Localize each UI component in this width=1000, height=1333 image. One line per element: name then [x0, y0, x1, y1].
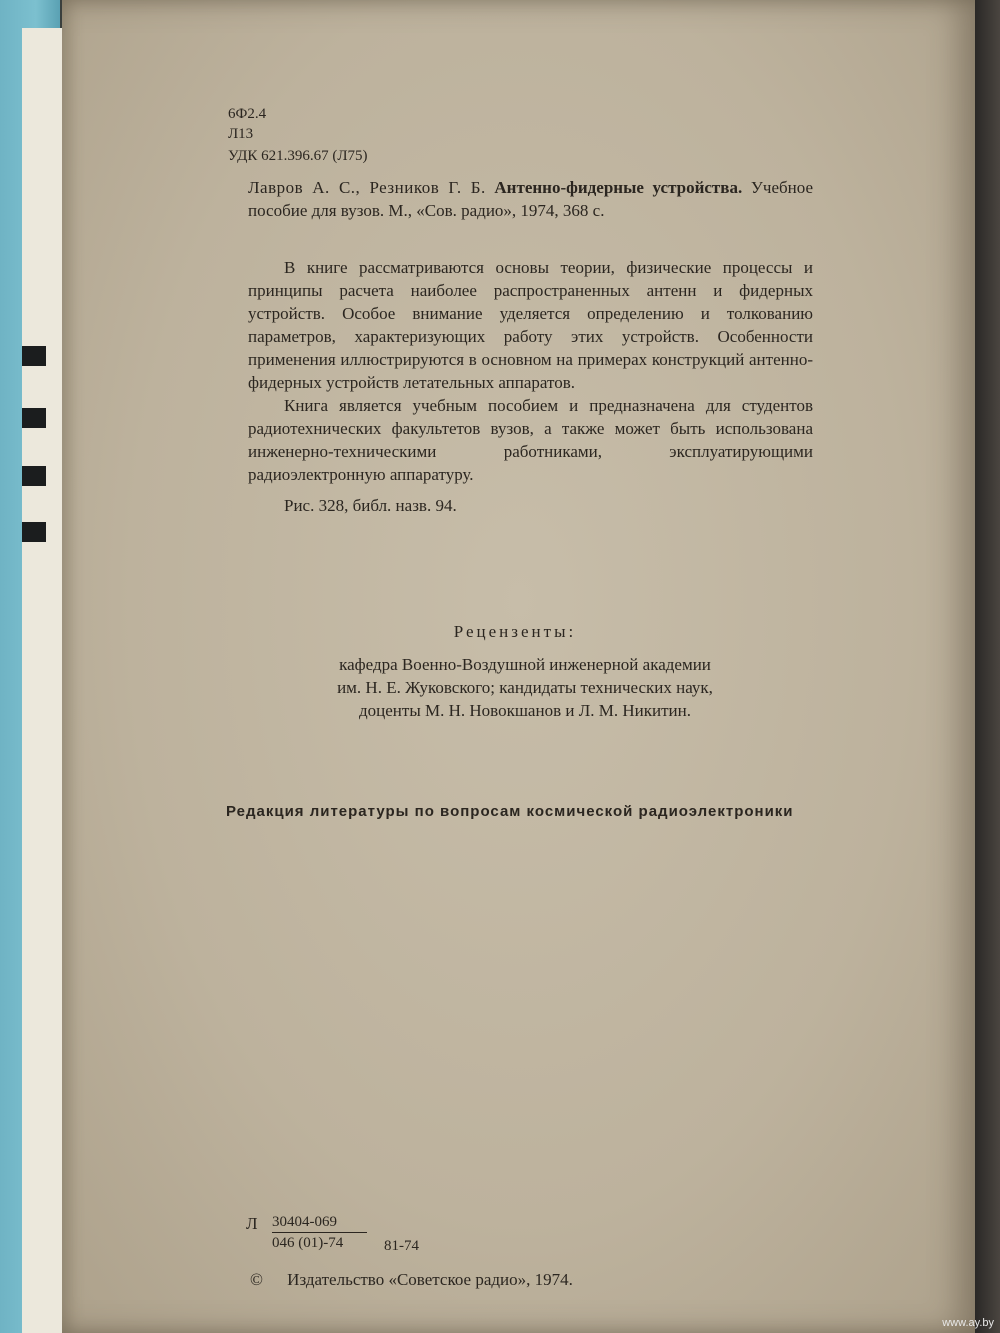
copyright-line	[250, 1268, 573, 1291]
cover-stripe	[22, 466, 46, 486]
index-code: 81-74	[384, 1238, 419, 1254]
author-code: Л13	[228, 126, 254, 142]
watermark-text: www.ay.by	[942, 1317, 994, 1329]
index-letter: Л	[246, 1214, 258, 1233]
bbk-index: 6Ф2.4	[228, 106, 267, 122]
publisher-text: Издательство «Советское радио», 1974.	[287, 1270, 573, 1289]
bibliographic-record	[248, 176, 813, 222]
index-numerator: 30404-069	[272, 1212, 367, 1233]
editorial-board: Редакция литературы по вопросам космической радиоэлектроники	[226, 803, 794, 820]
reviewer-line: кафедра Военно-Воздушной инженерной академии	[339, 655, 711, 674]
figures-note: Рис. 328, библ. назв. 94.	[284, 496, 457, 515]
cover-stripe	[22, 522, 46, 542]
udc-code: УДК 621.396.67 (Л75)	[228, 148, 368, 164]
reviewers-heading: Рецензенты:	[453, 622, 577, 641]
reviewer-line: доценты М. Н. Новокшанов и Л. М. Никитин.	[359, 701, 691, 720]
book-authors: Лавров А. С., Резников Г. Б.	[248, 178, 486, 197]
cover-stripe	[22, 346, 46, 366]
index-denominator: 046 (01)-74	[272, 1235, 344, 1251]
abstract	[248, 256, 813, 486]
copyright-symbol: ©	[250, 1270, 263, 1289]
book-details: Учебное пособие для вузов. М., «Сов. радио», 1974, 368 с.	[248, 178, 814, 220]
abstract-paragraph: В книге рассматриваются основы теории, физические процессы и принципы расчета наиболее распространенных антенн и фидерных устройств. Особое внимание уделяется определению и толкованию параметров, характеризующих работу этих устройств. Особенности применения иллюстрируются в основном на примерах конструкций антенно-фидерных устройств летательных аппаратов.	[248, 258, 813, 392]
reviewer-line: им. Н. Е. Жуковского; кандидаты технических наук,	[337, 678, 713, 697]
reviewers-list	[0, 653, 1000, 722]
book-title: Антенно-фидерные устройства.	[494, 178, 743, 197]
index-fraction	[272, 1212, 367, 1253]
cover-stripe	[22, 408, 46, 428]
abstract-paragraph: Книга является учебным пособием и предназначена для студентов радиотехнических факультетов вузов, а также может быть использована инженерно-техническими работниками, эксплуатирующими радиоэлектронную аппаратуру.	[248, 396, 813, 484]
